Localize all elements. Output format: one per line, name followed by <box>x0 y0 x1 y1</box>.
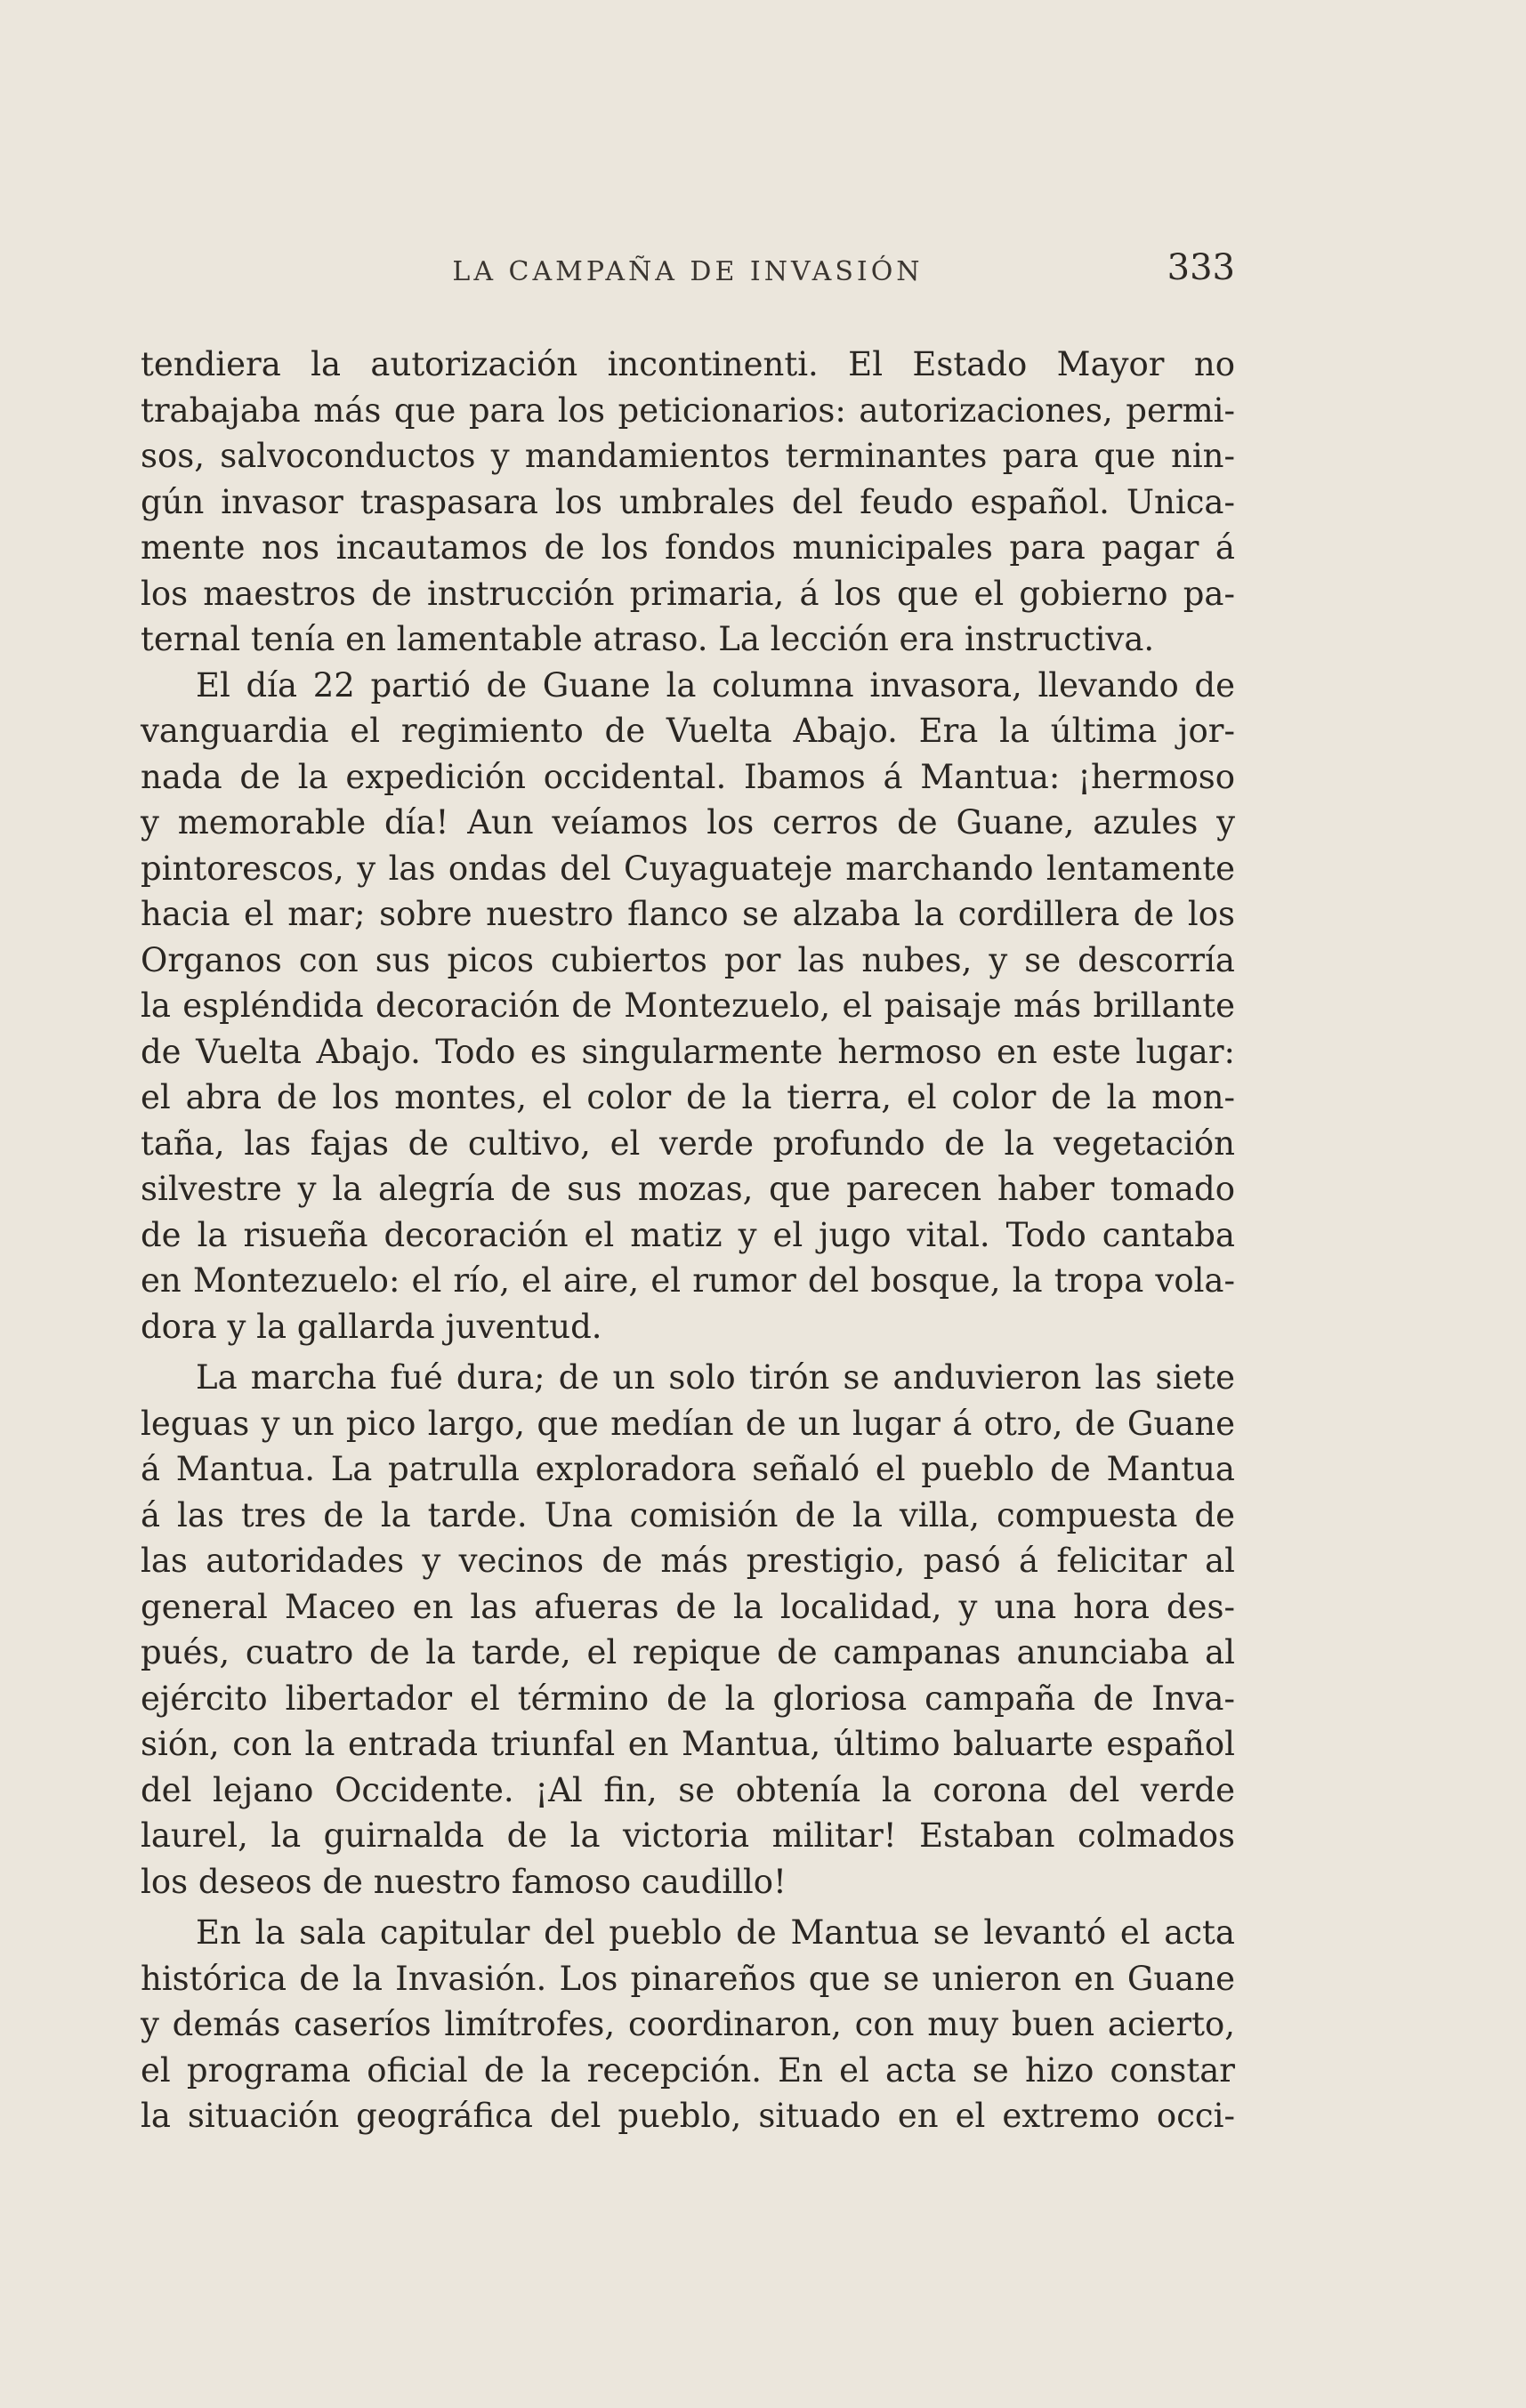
text-line: y demás caseríos limítrofes, coordinaron, con muy buen acierto, <box>141 2005 1235 2043</box>
text-line: trabajaba más que para los peticionarios: autorizaciones, permi- <box>141 391 1235 430</box>
text-line: los deseos de nuestro famoso caudillo! <box>141 1862 787 1901</box>
running-header <box>141 247 1235 301</box>
text-line: los maestros de instrucción primaria, á los que el gobierno pa- <box>141 574 1235 613</box>
text-line: la espléndida decoración de Montezuelo, el paisaje más brillante <box>141 987 1235 1025</box>
text-line: del lejano Occidente. ¡Al fin, se obtenía la corona del verde <box>141 1770 1235 1809</box>
text-line: hacia el mar; sobre nuestro flanco se alzaba la cordillera de los <box>141 895 1235 933</box>
text-line: nada de la expedición occidental. Ibamos á Mantua: ¡hermoso <box>141 757 1235 796</box>
page-number: 333 <box>1167 247 1235 288</box>
text-line: el abra de los montes, el color de la tierra, el color de la mon- <box>141 1078 1235 1116</box>
text-line: gún invasor traspasara los umbrales del feudo español. Unica- <box>141 482 1235 521</box>
text-line: Organos con sus picos cubiertos por las nubes, y se descorría <box>141 940 1235 979</box>
text-line: mente nos incautamos de los fondos municipales para pagar á <box>141 528 1235 567</box>
text-line: silvestre y la alegría de sus mozas, que parecen haber tomado <box>141 1170 1235 1208</box>
text-line: taña, las fajas de cultivo, el verde profundo de la vegetación <box>141 1123 1235 1163</box>
text-line: á Mantua. La patrulla exploradora señaló el pueblo de Mantua <box>141 1450 1235 1488</box>
text-line: pués, cuatro de la tarde, el repique de campanas anunciaba al <box>141 1633 1235 1671</box>
paragraph <box>141 663 1235 1350</box>
text-line: la situación geográfica del pueblo, situado en el extremo occi- <box>141 2097 1235 2135</box>
paragraph <box>141 1355 1235 1905</box>
text-line: en Montezuelo: el río, el aire, el rumor del bosque, la tropa vola- <box>141 1261 1235 1300</box>
text-line: El día 22 partió de Guane la columna invasora, llevando de <box>196 665 1235 705</box>
text-line: leguas y un pico largo, que medían de un lugar á otro, de Guane <box>141 1404 1235 1443</box>
text-line: tendiera la autorización incontinenti. El Estado Mayor no <box>141 345 1235 383</box>
text-line: de la risueña decoración el matiz y el jugo vital. Todo cantaba <box>141 1215 1235 1254</box>
text-line: á las tres de la tarde. Una comisión de la villa, compuesta de <box>141 1495 1235 1534</box>
text-line: pintorescos, y las ondas del Cuyaguateje marchando lentamente <box>141 849 1235 888</box>
text-line: general Maceo en las afueras de la localidad, y una hora des- <box>141 1587 1235 1626</box>
body-text <box>141 342 1235 2139</box>
text-line: el programa oficial de la recepción. En el acta se hizo constar <box>141 2050 1235 2090</box>
text-line: La marcha fué dura; de un solo tirón se anduvieron las siete <box>196 1358 1235 1397</box>
paragraph <box>141 1910 1235 2139</box>
text-line: histórica de la Invasión. Los pinareños que se unieron en Guane <box>141 1959 1235 1998</box>
text-line: las autoridades y vecinos de más prestigio, pasó á felicitar al <box>141 1542 1235 1580</box>
text-line: laurel, la guirnalda de la victoria militar! Estaban colmados <box>141 1816 1235 1855</box>
text-line: sos, salvoconductos y mandamientos terminantes para que nin- <box>141 437 1235 475</box>
text-line: En la sala capitular del pueblo de Mantua se levantó el acta <box>196 1913 1235 1952</box>
text-line: ejército libertador el término de la gloriosa campaña de Inva- <box>141 1679 1235 1718</box>
text-line: de Vuelta Abajo. Todo es singularmente hermoso en este lugar: <box>141 1032 1235 1071</box>
text-line: ternal tenía en lamentable atraso. La lección era instructiva. <box>141 620 1155 658</box>
text-line: vanguardia el regimiento de Vuelta Abajo. Era la última jor- <box>141 712 1235 750</box>
text-line: y memorable día! Aun veíamos los cerros de Guane, azules y <box>141 803 1235 842</box>
paragraph <box>141 342 1235 663</box>
text-line: sión, con la entrada triunfal en Mantua, último baluarte español <box>141 1725 1235 1763</box>
running-title: LA CAMPAÑA DE INVASIÓN <box>452 256 924 287</box>
text-line: dora y la gallarda juventud. <box>141 1307 602 1346</box>
